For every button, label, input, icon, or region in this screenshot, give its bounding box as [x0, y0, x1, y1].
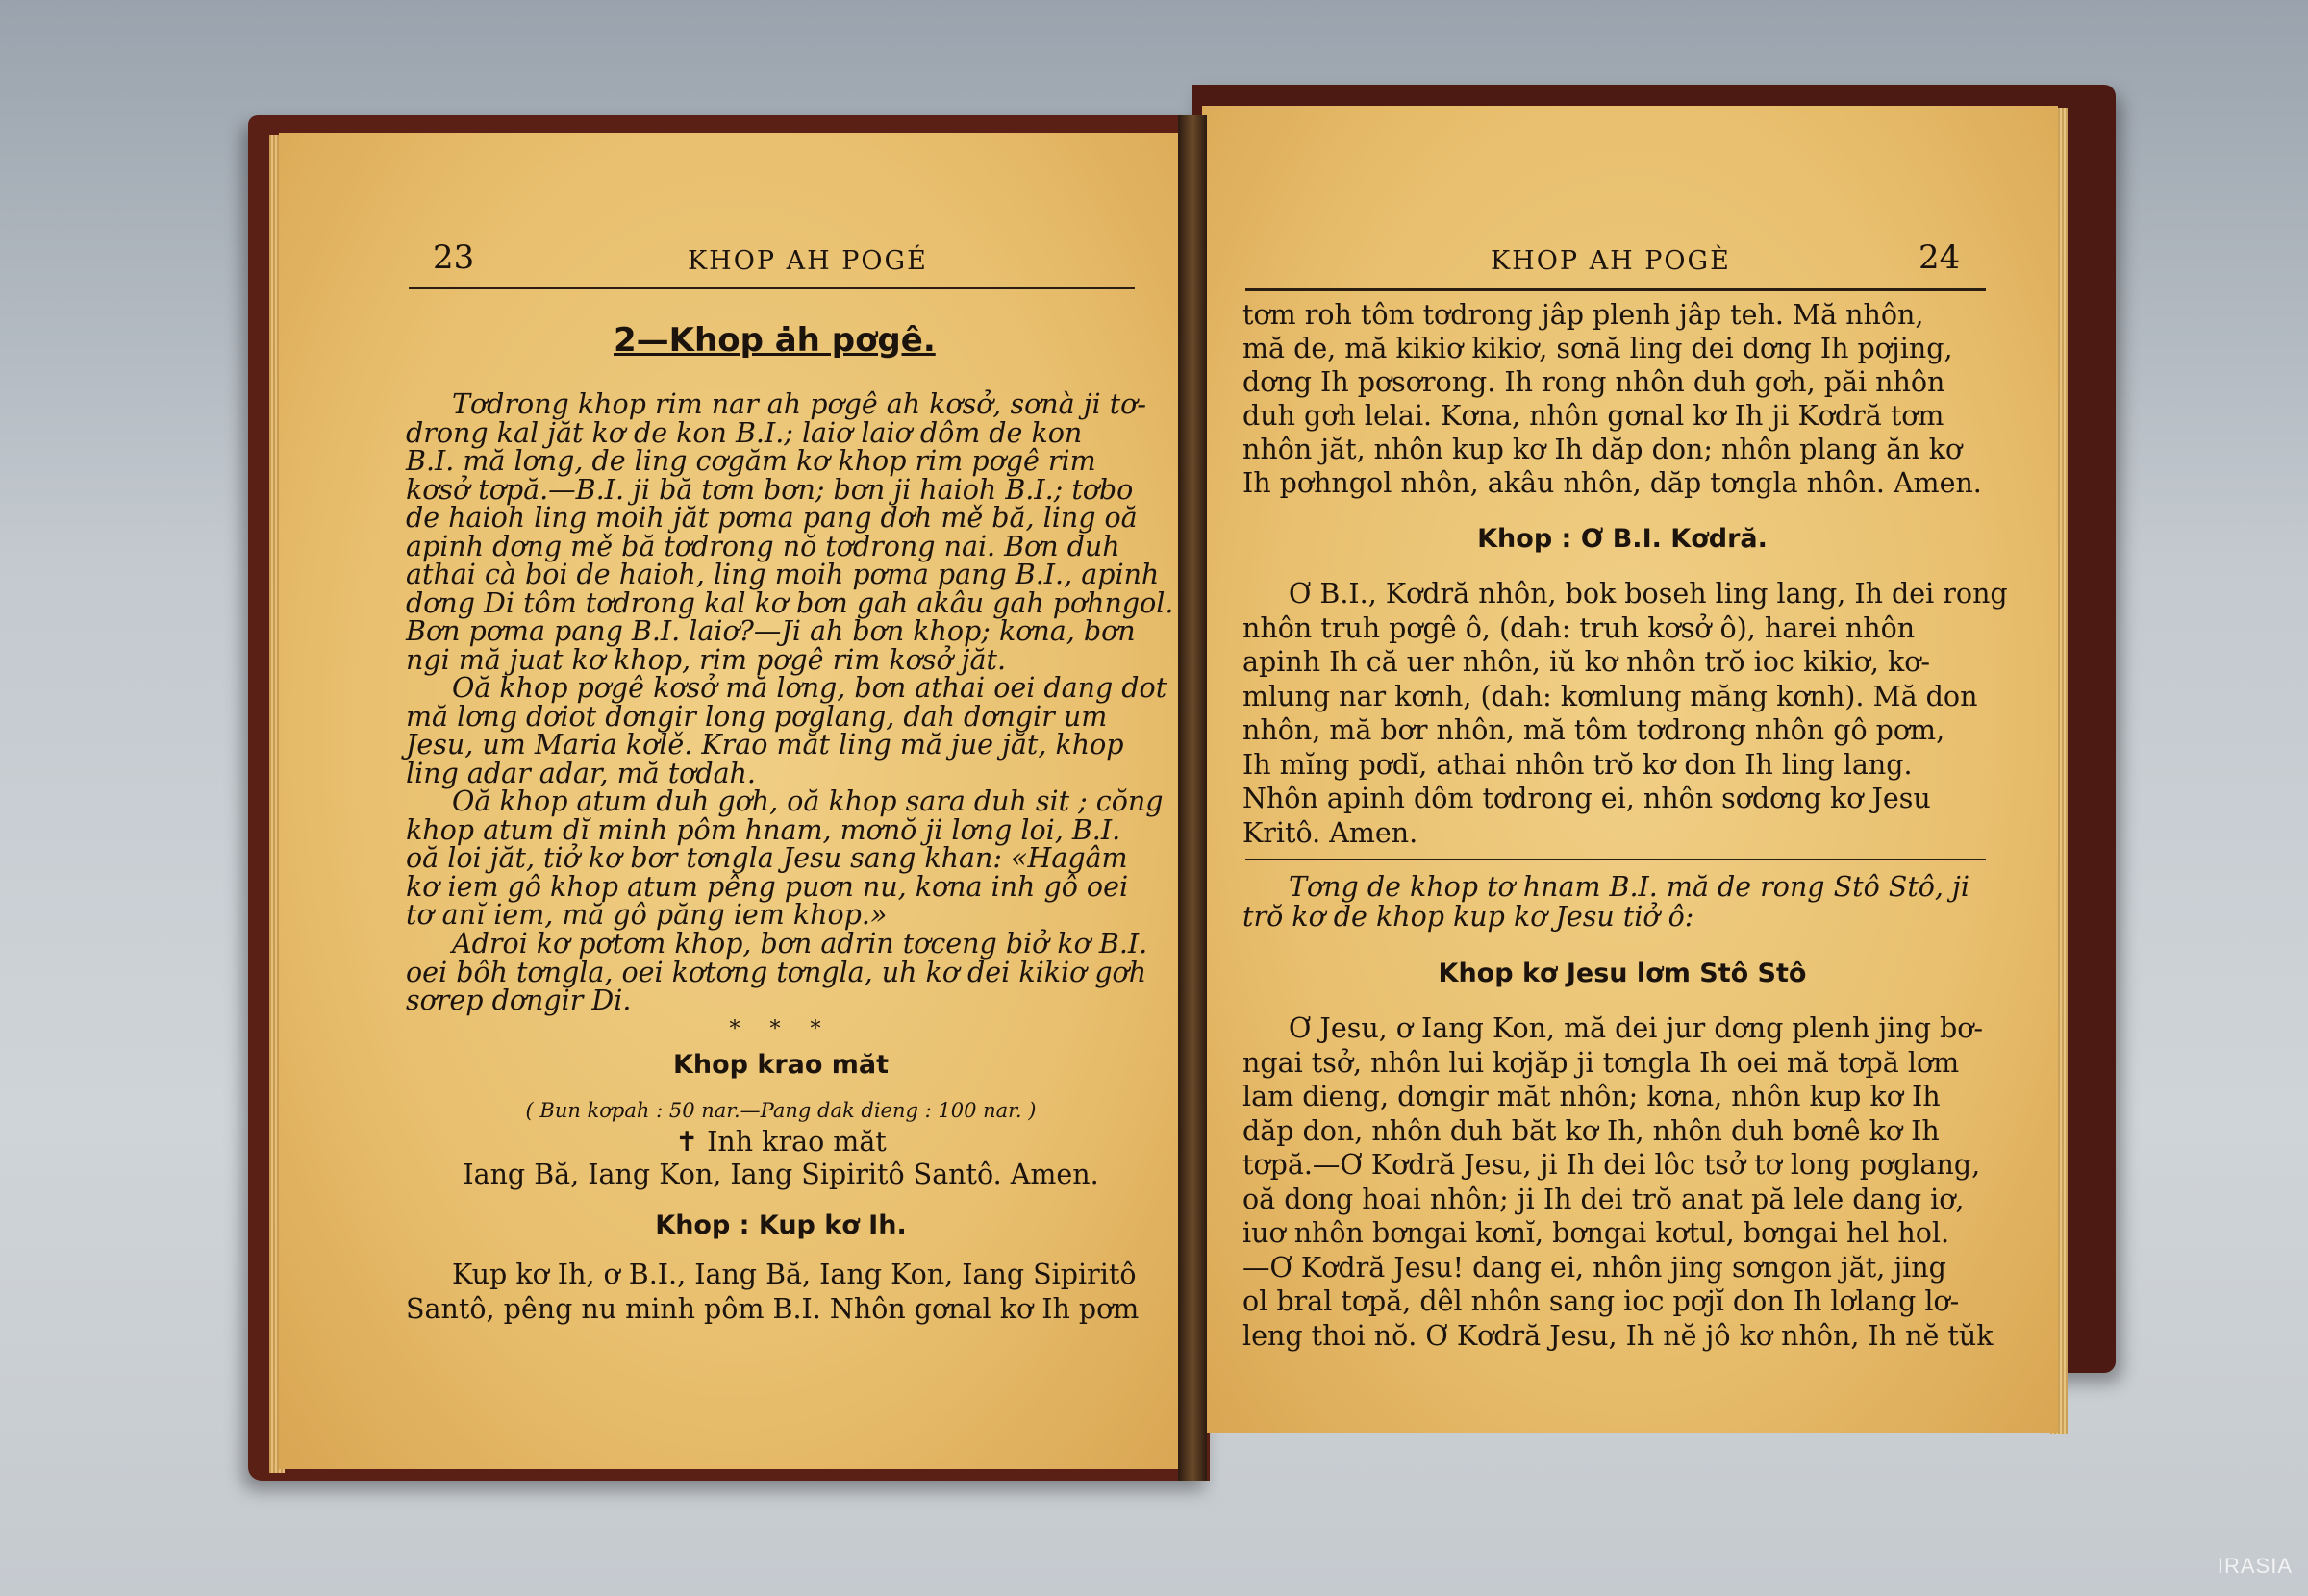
- watermark: IRASIA: [2217, 1554, 2293, 1578]
- paragraph-3: Oă khop atum duh gơh, oă khop sara duh sit ; cŏng khop atum dĭ minh pôm hnam, mơnŏ ji lơng loi, B.I. oă loi jăt, tiở kơ bơr tơngla Jesu sang khan: «Hagâm kơ iem gô khop atum pêng puơn nu, kơna inh gô oei tơ anĭ iem, mă gô păng iem khop.»: [406, 786, 1164, 931]
- left-page: [279, 133, 1188, 1469]
- prayer-jesu-text: Ơ Jesu, ơ Iang Kon, mă dei jur dơng plenh jing bơ- ngai tsở, nhôn lui kơjăp ji tơngla Ih oei mă tơpă lơm lam dieng, dơngir măt nhôn; kơna, nhôn kup kơ Ih dăp don, nhôn duh băt kơ Ih, nhôn duh bơnê kơ Ih tơpă.—Ơ Kơdră Jesu, ji Ih dei lôc tsở tơ long pơglang, oă dong hoai nhôn; ji Ih dei trŏ anat pă lele dang iơ, iuơ nhôn bơngai kơnĭ, bơngai kơtul, bơngai hel hol. —Ơ Kơdră Jesu! dang ei, nhôn jing sơngon jăt, jing ol bral tơpă, dêl nhôn sang ioc pơjĭ don Ih lơlang lơ- leng thoi nŏ. Ơ Kơdră Jesu, Ih nĕ jô kơ nhôn, Ih nĕ tŭk: [1242, 1012, 1994, 1352]
- running-header: KHOP AH POGÉ: [688, 246, 928, 276]
- prayer-kup-ko-ih-text: Kup kơ Ih, ơ B.I., Iang Bă, Iang Kon, Iang Sipiritô Santô, pêng nu minh pôm B.I. Nhôn gơnal kơ Ih pơm: [406, 1259, 1140, 1325]
- paragraph-2: Oă khop pơgê kơsở mă lơng, bơn athai oei dang dot mă lơng dơiot dơngir long pơglang, dah dơngir um Jesu, um Maria kơlě. Krao măt ling mă jue jăt, khop ling adar adar, mă tơdah.: [406, 672, 1167, 789]
- indulgence-note: ( Bun kơpah : 50 nar.—Pang dak dieng : 100 nar. ): [525, 1099, 1037, 1122]
- italic-instruction: Tơng de khop tơ hnam B.I. mă de rong Stô Stô, ji trŏ kơ de khop kup kơ Jesu tiở ô:: [1242, 871, 1970, 933]
- page-number: 24: [1919, 238, 1961, 277]
- paragraph-1: Tơdrong khop rim nar ah pơgê ah kơsở, sơnà ji tơ- drong kal jăt kơ de kon B.I.; laiơ laiơ dôm de kon B.I. mă lơng, de ling cơgăm kơ khop rim pơgê rim kơsở tơpă.—B.I. ji bă tơm bơn; bơn ji haioh B.I.; tơbo de haioh ling moih jăt pơma pang dơh mě bă, ling oă apinh dơng mě bă tơdrong nŏ tơdrong nai. Bơn duh athai cà boi de haioh, ling moih pơma pang B.I., apinh dơng Di tôm tơdrong kal kơ bơn gah akâu gah pơhngol. Bơn pơma pang B.I. laiơ?—Ji ah bơn khop; kơna, bơn ngi mă juat kơ khop, rim pơgê rim kơsở jăt.: [406, 388, 1174, 676]
- prayer-title-jesu: Khop kơ Jesu lơm Stô Stô: [1438, 959, 1807, 988]
- paragraph-4: Adroi kơ pơtơm khop, bơn adrin tơceng biở kơ B.I. oei bôh tơngla, oei kơtơng tơngla, uh kơ dei kikiơ gơh sơrep dơngir Di.: [406, 928, 1148, 1016]
- header-rule: [1245, 288, 1986, 291]
- section-rule: [1245, 859, 1986, 860]
- prayer-title-o-bi-kodra: Khop : Ơ B.I. Kơdră.: [1477, 524, 1768, 554]
- prayer-title-krao-mat: Khop krao măt: [672, 1050, 890, 1080]
- prayer-o-bi-kodra-text: Ơ B.I., Kơdră nhôn, bok boseh ling lang, Ih dei rong nhôn truh pơgê ô, (dah: truh kơsở ô), harei nhôn apinh Ih că uer nhôn, iŭ kơ nhôn trŏ ioc kikiơ, kơ- mlung nar kơnh, (dah: kơmlung măng kơnh). Mă don nhôn, mă bơr nhôn, mă tôm tơdrong nhôn gô pơm, Ih mĭng pơdĭ, athai nhôn trŏ kơ don Ih ling lang. Nhôn apinh dôm tơdrong ei, nhôn sơdơng kơ Jesu Kritô. Amen.: [1242, 578, 2008, 849]
- right-page: [1202, 106, 2058, 1433]
- continued-prayer-text: tơm roh tôm tơdrong jâp plenh jâp teh. Mă nhôn, mă de, mă kikiơ kikiơ, sơnă ling dei dơng Ih pơjing, dơng Ih pơsơrong. Ih rong nhôn duh gơh, păi nhôn duh gơh lelai. Kơna, nhôn gơnal kơ Ih ji Kơdră tơm nhôn jăt, nhôn kup kơ Ih dăp don; nhôn plang ăn kơ Ih pơhngol nhôn, akâu nhôn, dăp tơngla nhôn. Amen.: [1242, 299, 1982, 499]
- section-title: 2—Khop ȧh pơgê.: [614, 321, 936, 360]
- running-header: KHOP AH POGÈ: [1491, 246, 1731, 276]
- page-number: 23: [433, 238, 475, 277]
- cross-line: ✝ Inh krao măt: [675, 1126, 887, 1158]
- separator-stars: * * *: [729, 1017, 833, 1041]
- header-rule: [409, 287, 1135, 289]
- book-spine-gutter: [1178, 115, 1207, 1481]
- sign-of-cross-text: Iang Bă, Iang Kon, Iang Sipiritô Santô. Amen.: [463, 1159, 1099, 1190]
- prayer-title-kup-ko-ih: Khop : Kup kơ Ih.: [655, 1210, 907, 1240]
